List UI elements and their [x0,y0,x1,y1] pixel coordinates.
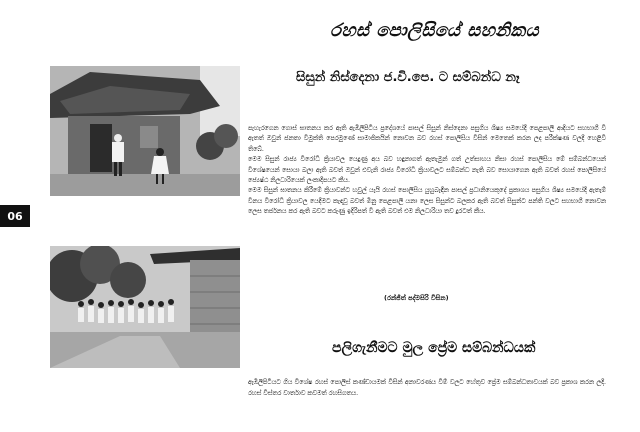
article-2-headline: පලිගැනීමට මුල ප්‍රේම සම්බන්ධයක් [332,340,536,356]
school-crowd-photo [50,246,240,368]
article-1-byline: (රන්ජිත් පද්මසිරි විසින) [384,294,449,302]
article-1-paragraph-2: මෙම සිසුන් රාජ්‍ය විරෝධී ක්‍රියාවල යෙදුණු අය බව හඳුනාගත් ඇතැමුන් ගත් උත්සාහය නිසා රහස් පොලිසිය මේ සම්බන්ධයෙන් විශේෂයෙන් සොයා බලා ඇති බවත් ඔවුන් එවැනි රාජ්‍ය විරෝධී ක්‍රියාවලට සම්බන්ධ නැති බව සොයාගෙන ඇති බවත් රහස් පොලිසියේ ජ්‍යෙෂ්ඨ නිලධාරියෙක් ලංකාදීපයට කීය. [248,156,606,185]
article-1-body [248,124,606,218]
article-1-paragraph-1: පැහැරගෙන ගොස් ඝාතනය කර ඇති ඇඹිලිපිටිය ප්‍රදේශයේ පාසල් සිසුන් නිස්දෙනා පසුගිය ශිෂ්‍ය සමයේදී පෙළපාලි ආදියට සහභාගී වී ඇතත් ඔවුන් ජනතා විමුක්ති පෙරමුණේ සාමාජිකයින් නොවන බව රහස් පොලිසිය විසින් මෙතෙක් කරන ලද පරීක්ෂණ වලදී හෙළිවී තිබේ. [248,125,606,153]
article-1-paragraph-3: මෙම සිසුන් ඝාතනය කිරීමේ ක්‍රියාවන්ට හවුල් යැයි රහස් පොලිසිය යුහුබැඳීන පාසල් ප්‍රධානියෙකුදේ ප්‍රකාශය පසුගිය ශිෂ්‍ය සමයේදී ඇතැම් විනය විරෝධී ක්‍රියාවල යෙදීමට කැඳවූ බවත් මිනු පෙළපාලි යනා ලෙස සිසුන්ට බලකර ඇති බවත් සිසුන්ට පන්ති වලට සහභාගී නොවන ලෙස තර්ජනය කර ඇති බවට කරුණු ඉදිරිපත් වී ඇති බවත් එම නිලධාරියා තව දුරටත් කීය. [248,187,606,216]
article-2-body [248,378,606,399]
section-header: රහස් පොලිසියේ සහනිකය [330,20,540,41]
hut-photo-illustration [50,66,240,196]
hut-photo [50,66,240,196]
article-1-headline: සිසුන් නිස්දෙනා ජ.වි.පෙ. ට සම්බන්ධ නෑ [296,70,520,85]
article-2-paragraph-1: ඇඹිලිපිටියට ගිය විශේෂ රහස් පොලිස් කණ්ඩායමක් විසින් අනාවරණය වීම් වලට හේතුව ප්‍රේම සම්බන්ධතාවයක් බව ප්‍රකාශ කරන ලදී. රහස් විස්තර වාර්තාව කවමත් රහසිගතය. [248,379,606,397]
school-crowd-photo-illustration [50,246,240,368]
page-number: 06 [0,205,30,227]
